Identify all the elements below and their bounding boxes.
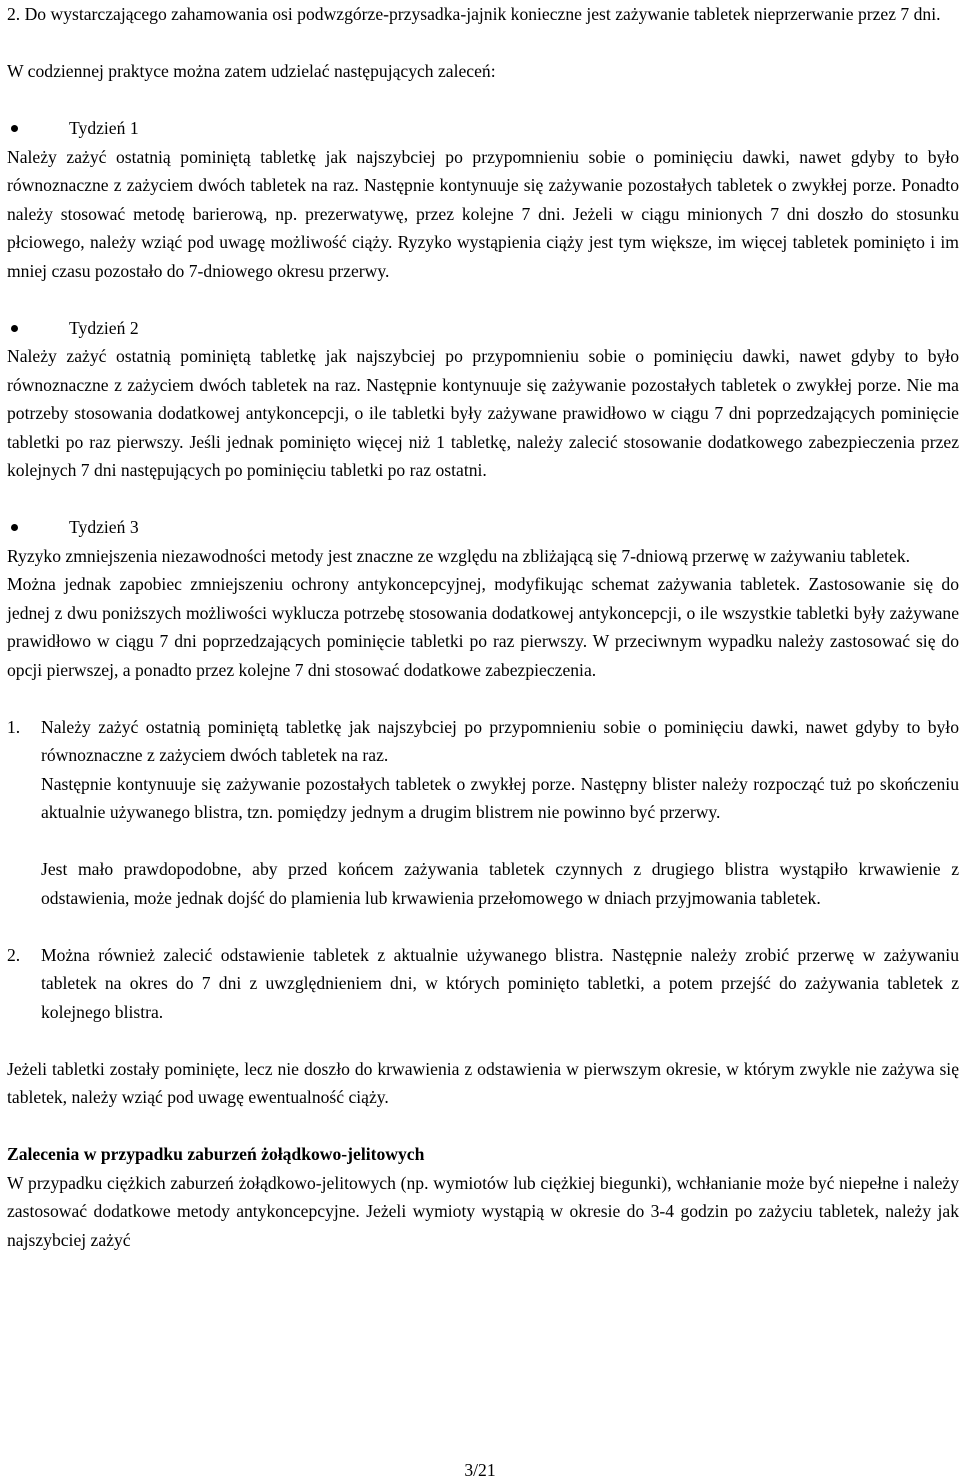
intro-paragraph-1: 2. Do wystarczającego zahamowania osi podwzgórze-przysadka-jajnik konieczne jest zażywanie tabletek nieprzerwanie przez 7 dni. [7,4,941,24]
gi-heading: Zalecenia w przypadku zaburzeń żołądkowo-jelitowych [7,1144,425,1164]
option-2-paragraph-1: Można również zalecić odstawienie tabletek z aktualnie używanego blistra. Następnie należy zrobić przerwę w zażywaniu tabletek na okres do 7 dni z uwzględnieniem dni, w których pominięto tabletki, a potem przejść do zażywania tabletek z kolejnego blistra. [41,944,959,1022]
option-1-paragraph-1: Należy zażyć ostatnią pominiętą tabletkę jak najszybciej po przypomnieniu sobie o pominięciu dawki, nawet gdyby to było równoznaczne z zażyciem dwóch tabletek na raz. [41,716,959,765]
pregnancy-note: Jeżeli tabletki zostały pominięte, lecz nie doszło do krwawienia z odstawienia w pierwszym okresie, w którym zwykle nie zażywa się tabletek, należy wziąć pod uwagę ewentualność ciąży. [7,1058,959,1107]
page-number: 3/21 [464,1460,496,1480]
week-3-title: Tydzień 3 [69,517,139,537]
week-3-text-2: Można jednak zapobiec zmniejszeniu ochrony antykoncepcyjnej, modyfikując schemat zażywania tabletek. Zastosowanie się do jednej z dwu poniższych możliwości wyklucza potrzebę stosowania dodatkowej antykoncepcji, o ile wszystkie tabletki były zażywane prawidłowo w ciągu 7 dni poprzedzających pominięcie tabletki po raz pierwszy. W przeciwnym wypadku należy zastosować się do opcji pierwszej, a ponadto przez kolejne 7 dni stosować dodatkowe zabezpieczenia. [7,574,959,680]
option-1-number: 1. [7,716,21,737]
week-1-title: Tydzień 1 [69,118,139,138]
document-page [7,0,959,1254]
week-3-text-1: Ryzyko zmniejszenia niezawodności metody jest znaczne ze względu na zbliżającą się 7-dniową przerwę w zażywaniu tabletek. [7,545,911,566]
intro-paragraph-2: W codziennej praktyce można zatem udzielać następujących zaleceń: [7,61,496,81]
option-1-paragraph-3: Jest mało prawdopodobne, aby przed końcem zażywania tabletek czynnych z drugiego blistra wystąpiło krwawienie z odstawienia, może jednak dojść do plamienia lub krwawienia przełomowego w dniach przyjmowania tabletek. [41,859,959,908]
option-2-number: 2. [7,944,21,965]
week-3-section [7,513,959,684]
bullet-icon [11,524,18,531]
option-1-paragraph-2: Następnie kontynuuje się zażywanie pozostałych tabletek o zwykłej porze. Następny blister należy rozpocząć tuż po skończeniu aktualnie używanego blistra, tzn. pomiędzy jednym a drugim blistrem nie powinno być przerwy. [41,773,959,822]
option-1 [7,713,959,913]
week-2-title: Tydzień 2 [69,317,139,338]
option-2 [7,941,959,1027]
gi-text: W przypadku ciężkich zaburzeń żołądkowo-jelitowych (np. wymiotów lub ciężkiej biegunki), wchłanianie może być niepełne i należy zastosować dodatkowe metody antykoncepcyjne. Jeżeli wymioty wystąpią w okresie do 3-4 godzin po zażyciu tabletek, należy jak najszybciej zażyć [7,1172,959,1250]
week-2-section [7,314,959,485]
bullet-icon [11,125,18,132]
week-1-text: Należy zażyć ostatnią pominiętą tabletkę jak najszybciej po przypomnieniu sobie o pominięciu dawki, nawet gdyby to było równoznaczne z zażyciem dwóch tabletek na raz. Następnie kontynuuje się zażywanie pozostałych tabletek o zwykłej porze. Ponadto należy stosować metodę barierową, np. prezerwatywę, przez kolejne 7 dni. Jeżeli w ciągu minionych 7 dni doszło do stosunku płciowego, należy wziąć pod uwagę możliwość ciąży. Ryzyko wystąpienia ciąży jest tym większe, im więcej tabletek pominięto i im mniej czasu pozostało do 7-dniowego okresu przerwy. [7,146,959,281]
week-1-section [7,114,959,285]
bullet-icon [11,325,18,332]
week-2-text: Należy zażyć ostatnią pominiętą tabletkę jak najszybciej po przypomnieniu sobie o pominięciu dawki, nawet gdyby to było równoznaczne z zażyciem dwóch tabletek na raz. Następnie kontynuuje się zażywanie pozostałych tabletek o zwykłej porze. Nie ma potrzeby stosowania dodatkowej antykoncepcji, o ile tabletki były zażywane prawidłowo w ciągu 7 dni poprzedzających pominięcie tabletki po raz pierwszy. Jeśli jednak pominięto więcej niż 1 tabletkę, należy zalecić stosowanie dodatkowego zabezpieczenia przez kolejnych 7 dni następujących po pominięciu tabletki po raz ostatni. [7,346,959,480]
